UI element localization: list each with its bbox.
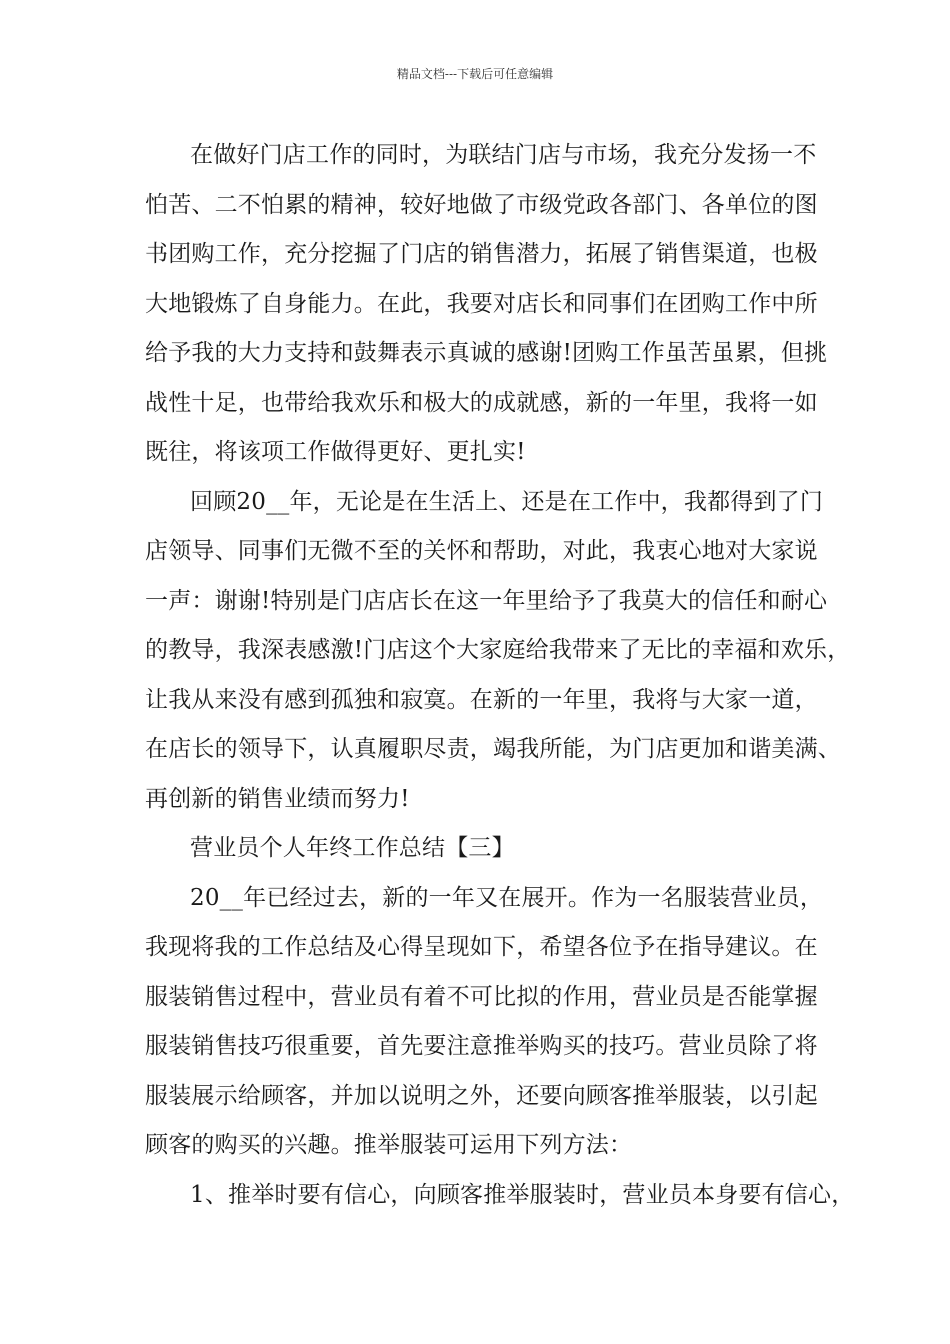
paragraph-line: 顾客的购买的兴趣。推举服装可运用下列方法： [145, 1132, 633, 1158]
page-header: 精品文档---下载后可任意编辑 [396, 67, 554, 81]
paragraph-line: 书团购工作，充分挖掘了门店的销售潜力，拓展了销售渠道，也极 [145, 241, 818, 267]
paragraph-line: 在做好门店工作的同时，为联结门店与市场，我充分发扬一不 [190, 142, 817, 168]
document-body [145, 131, 855, 1220]
paragraph-line: 20__年已经过去，新的一年又在展开。作为一名服装营业员， [190, 884, 824, 911]
paragraph-line: 战性十足，也带给我欢乐和极大的成就感，新的一年里，我将一如 [145, 389, 818, 416]
list-item: 1、推举时要有信心，向顾客推举服装时，营业员本身要有信心， [190, 1181, 855, 1208]
paragraph-line: 服装销售技巧很重要，首先要注意推举购买的技巧。营业员除了将 [145, 1033, 818, 1059]
paragraph-line: 在店长的领导下，认真履职尽责，竭我所能，为门店更加和谐美满、 [145, 736, 841, 762]
paragraph-line: 回顾20__年，无论是在生活上、还是在工作中，我都得到了门 [190, 488, 824, 515]
paragraph-line: 让我从来没有感到孤独和寂寞。在新的一年里，我将与大家一道， [145, 686, 818, 713]
paragraph-line: 给予我的大力支持和鼓舞表示真诚的感谢!团购工作虽苦虽累，但挑 [145, 340, 828, 366]
paragraph-line: 再创新的销售业绩而努力! [145, 785, 410, 812]
paragraph-line: 怕苦、二不怕累的精神，较好地做了市级党政各部门、各单位的图 [145, 191, 818, 218]
paragraph-line: 的教导，我深表感激!门店这个大家庭给我带来了无比的幸福和欢乐， [145, 637, 851, 663]
paragraph-line: 服装销售过程中，营业员有着不可比拟的作用，营业员是否能掌握 [145, 983, 818, 1010]
section-heading: 营业员个人年终工作总结【三】 [190, 835, 515, 861]
paragraph-line: 店领导、同事们无微不至的关怀和帮助，对此，我衷心地对大家说 [145, 538, 818, 564]
paragraph-line: 既往，将该项工作做得更好、更扎实! [145, 439, 526, 465]
paragraph-line: 一声：谢谢!特别是门店店长在这一年里给予了我莫大的信任和耐心 [145, 587, 828, 614]
paragraph-line: 服装展示给顾客，并加以说明之外，还要向顾客推举服装，以引起 [145, 1082, 818, 1109]
paragraph-line: 大地锻炼了自身能力。在此，我要对店长和同事们在团购工作中所 [145, 290, 818, 317]
paragraph-line: 我现将我的工作总结及心得呈现如下，希望各位予在指导建议。在 [145, 934, 818, 960]
